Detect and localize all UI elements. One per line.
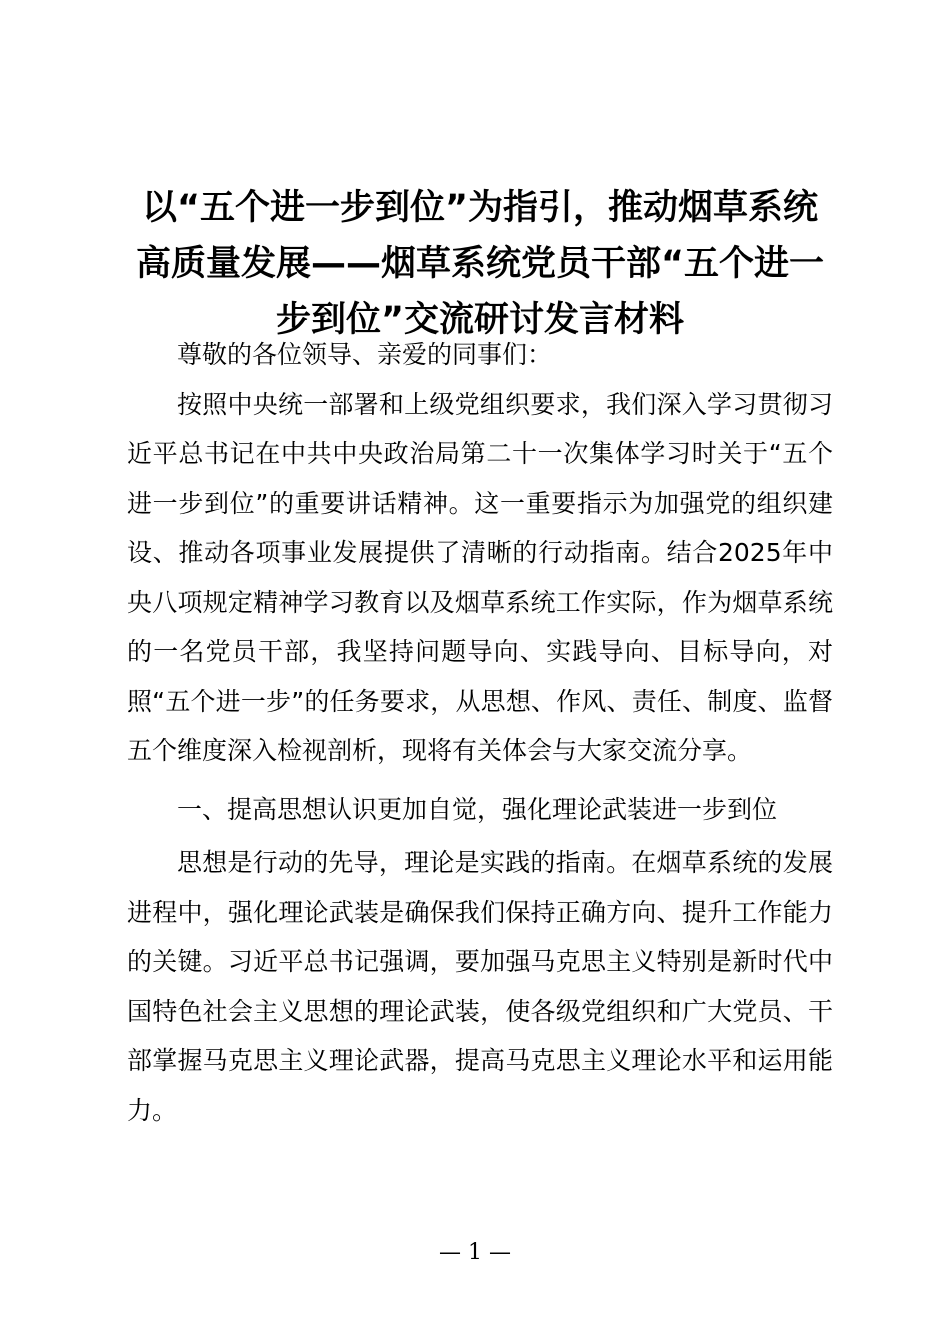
- title-line-3: 步到位”交流研讨发言材料: [275, 300, 684, 340]
- section-heading-1: 一、提高思想认识更加自觉，强化理论武装进一步到位: [177, 794, 778, 824]
- title-line-2: 高质量发展——烟草系统党员干部“五个进一: [135, 244, 824, 284]
- document-title: [120, 180, 840, 348]
- salutation: 尊敬的各位领导、亲爱的同事们：: [177, 340, 553, 369]
- page-number: — 1 —: [439, 1240, 511, 1265]
- paragraph-section-1: 思想是行动的先导，理论是实践的指南。在烟草系统的发展进程中，强化理论武装是确保我们保持正确方向、提升工作能力的关键。习近平总书记强调，要加强马克思主义特别是新时代中国特色社会主义思想的理论武装，使各级党组织和广大党员、干部掌握马克思主义理论武器，提高马克思主义理论水平和运用能力。: [127, 848, 833, 1125]
- document-body: [127, 330, 833, 1135]
- title-line-1: 以“五个进一步到位”为指引，推动烟草系统: [141, 188, 818, 228]
- paragraph-intro: 按照中央统一部署和上级党组织要求，我们深入学习贯彻习近平总书记在中共中央政治局第二十一次集体学习时关于“五个进一步到位”的重要讲话精神。这一重要指示为加强党的组织建设、推动各项事业发展提供了清晰的行动指南。结合2025年中央八项规定精神学习教育以及烟草系统工作实际，作为烟草系统的一名党员干部，我坚持问题导向、实践导向、目标导向，对照“五个进一步”的任务要求，从思想、作风、责任、制度、监督五个维度深入检视剖析，现将有关体会与大家交流分享。: [127, 389, 833, 765]
